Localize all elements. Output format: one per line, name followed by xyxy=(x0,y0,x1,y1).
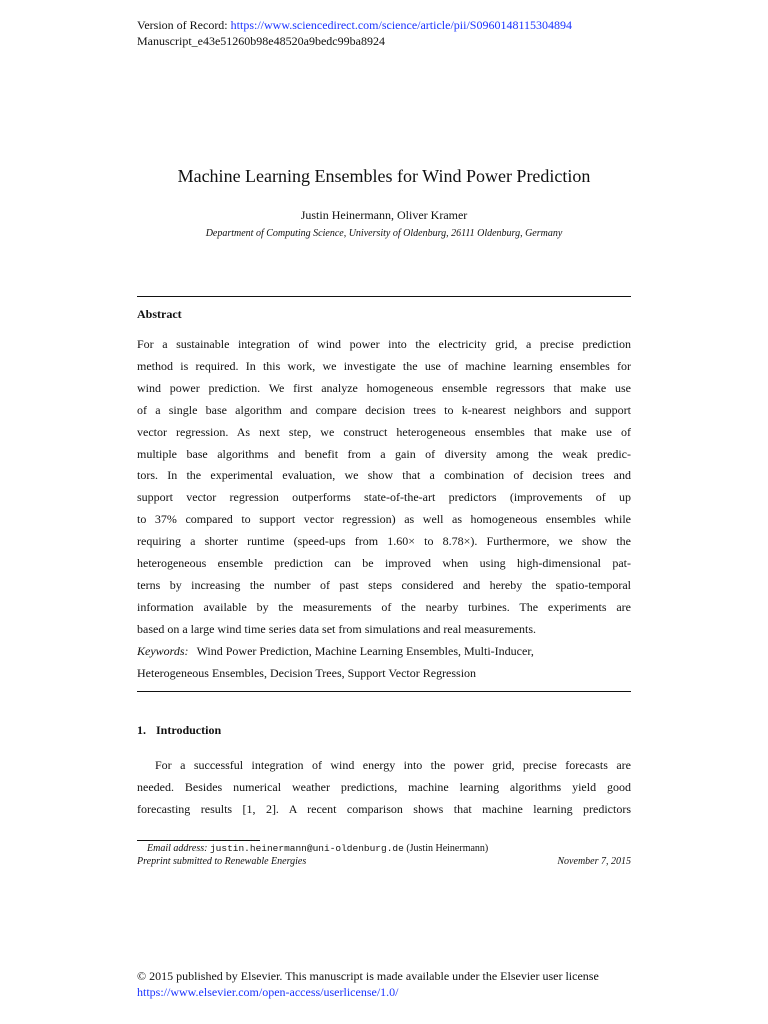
abstract-line: based on a large wind time series data set from simulations and real measurements. xyxy=(137,622,536,636)
manuscript-id: Manuscript_e43e51260b98e48520a9bedc99ba8924 xyxy=(137,34,385,48)
license-footer xyxy=(137,968,599,1000)
keywords-label: Keywords: xyxy=(137,644,189,658)
version-line xyxy=(137,17,572,33)
abstract-line: tors. In the experimental evaluation, we show that a combination of decision trees and xyxy=(137,468,631,482)
keywords-list-part2: Heterogeneous Ensembles, Decision Trees, Support Vector Regression xyxy=(137,666,477,680)
abstract-bottom-rule xyxy=(137,691,631,692)
abstract-line: of a single base algorithm and compare decision trees to k-nearest neighbors and support xyxy=(137,403,631,417)
section-heading-introduction xyxy=(137,723,221,738)
abstract-line: terns by increasing the number of past steps considered and hereby the spatio-temporal xyxy=(137,578,631,592)
intro-line: needed. Besides numerical weather predictions, machine learning algorithms yield good xyxy=(137,780,631,794)
paper-affiliation: Department of Computing Science, University of Oldenburg, 26111 Oldenburg, Germany xyxy=(205,228,563,239)
abstract-line: vector regression. As next step, we construct heterogeneous ensembles that make use of xyxy=(137,425,631,439)
version-of-record-header xyxy=(137,17,572,49)
email-address[interactable]: justin.heinermann@uni-oldenburg.de xyxy=(209,843,404,854)
version-label: Version of Record: xyxy=(137,18,231,32)
abstract-line: heterogeneous ensemble prediction can be improved when using high-dimensional pat- xyxy=(137,556,631,570)
preprint-date: November 7, 2015 xyxy=(557,856,631,867)
abstract-line: multiple base algorithms and benefit from a gain of diversity among the weak predic- xyxy=(137,447,631,461)
abstract-line: information available by the measurements of the nearby turbines. The experiments are xyxy=(137,600,631,614)
license-link[interactable]: https://www.elsevier.com/open-access/userlicense/1.0/ xyxy=(137,985,399,999)
preprint-note: Preprint submitted to Renewable Energies xyxy=(137,856,307,867)
intro-line: For a successful integration of wind energy into the power grid, precise forecasts are xyxy=(155,758,631,772)
abstract-line: support vector regression outperforms state-of-the-art predictors (improvements of up xyxy=(137,490,631,504)
keywords-line xyxy=(137,640,631,662)
footnote-email xyxy=(147,842,488,855)
abstract-line: requiring a shorter runtime (speed-ups from 1.60× to 8.78×). Furthermore, we show the xyxy=(137,534,631,548)
abstract-line: For a sustainable integration of wind power into the electricity grid, a precise prediction xyxy=(137,337,631,351)
abstract-heading: Abstract xyxy=(137,307,182,321)
paper-authors: Justin Heinermann, Oliver Kramer xyxy=(300,208,468,222)
abstract-line: wind power prediction. We first analyze homogeneous ensemble regressors that make use xyxy=(137,381,631,395)
section-title: Introduction xyxy=(156,723,222,737)
abstract-top-rule xyxy=(137,296,631,297)
version-of-record-link[interactable]: https://www.sciencedirect.com/science/article/pii/S0960148115304894 xyxy=(230,18,573,32)
email-label: Email address: xyxy=(147,843,208,854)
paper-title: Machine Learning Ensembles for Wind Power Prediction xyxy=(177,166,591,186)
footnote-rule xyxy=(137,840,260,841)
license-text: © 2015 published by Elsevier. This manuscript is made available under the Elsevier user license xyxy=(137,969,599,983)
section-number: 1. xyxy=(137,723,146,737)
abstract-line: method is required. In this work, we investigate the use of machine learning ensembles for xyxy=(137,359,631,373)
intro-line: forecasting results [1, 2]. A recent comparison shows that machine learning predictors xyxy=(137,802,631,816)
abstract-line: to 37% compared to support vector regression) as well as homogeneous ensembles while xyxy=(137,512,631,526)
keywords-list-part1: Wind Power Prediction, Machine Learning Ensembles, Multi-Inducer, xyxy=(196,644,534,658)
email-owner: (Justin Heinermann) xyxy=(406,843,489,854)
